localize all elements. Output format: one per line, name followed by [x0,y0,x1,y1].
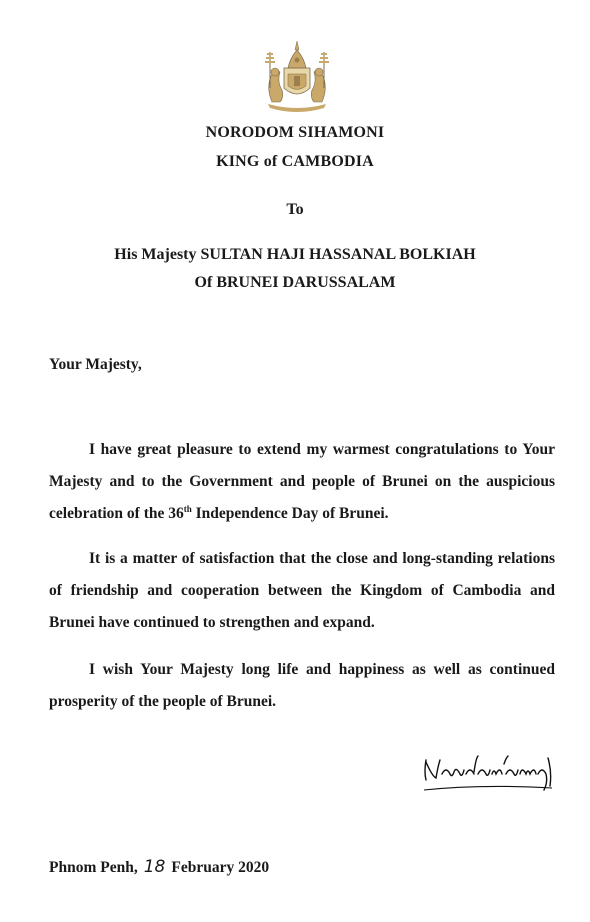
date-day: 18 [143,857,166,877]
sender-name: NORODOM SIHAMONI [205,124,385,141]
date-line [49,857,269,877]
salutation: Your Majesty, [49,356,142,373]
place: Phnom Penh, [49,859,138,876]
paragraph-wishes: I wish Your Majesty long life and happiness as well as continued prosperity of the people of Brunei. [49,661,555,710]
paragraph-congratulations [49,434,555,530]
handwritten-signature-icon [420,752,560,798]
date-month-year: February 2020 [171,859,270,876]
sender-title: KING of CAMBODIA [216,153,374,170]
recipient-line-2: Of BRUNEI DARUSSALAM [194,274,396,291]
recipient-line-1: His Majesty SULTAN HAJI HASSANAL BOLKIAH [114,246,476,263]
para1-text: I have great pleasure to extend my warmest congratulations to Your Majesty and to the Government and people of Brunei on the auspicious celebration of the 36 [49,441,555,522]
to-label: To [286,201,304,218]
para1-text-end: Independence Day of Brunei. [191,505,389,522]
royal-arms-of-cambodia-icon [262,38,332,112]
ordinal-suffix: th [183,504,192,514]
paragraph-relations: It is a matter of satisfaction that the close and long-standing relations of friendship and cooperation between the Kingdom of Cambodia and Brunei have continued to strengthen and expand. [49,550,555,631]
